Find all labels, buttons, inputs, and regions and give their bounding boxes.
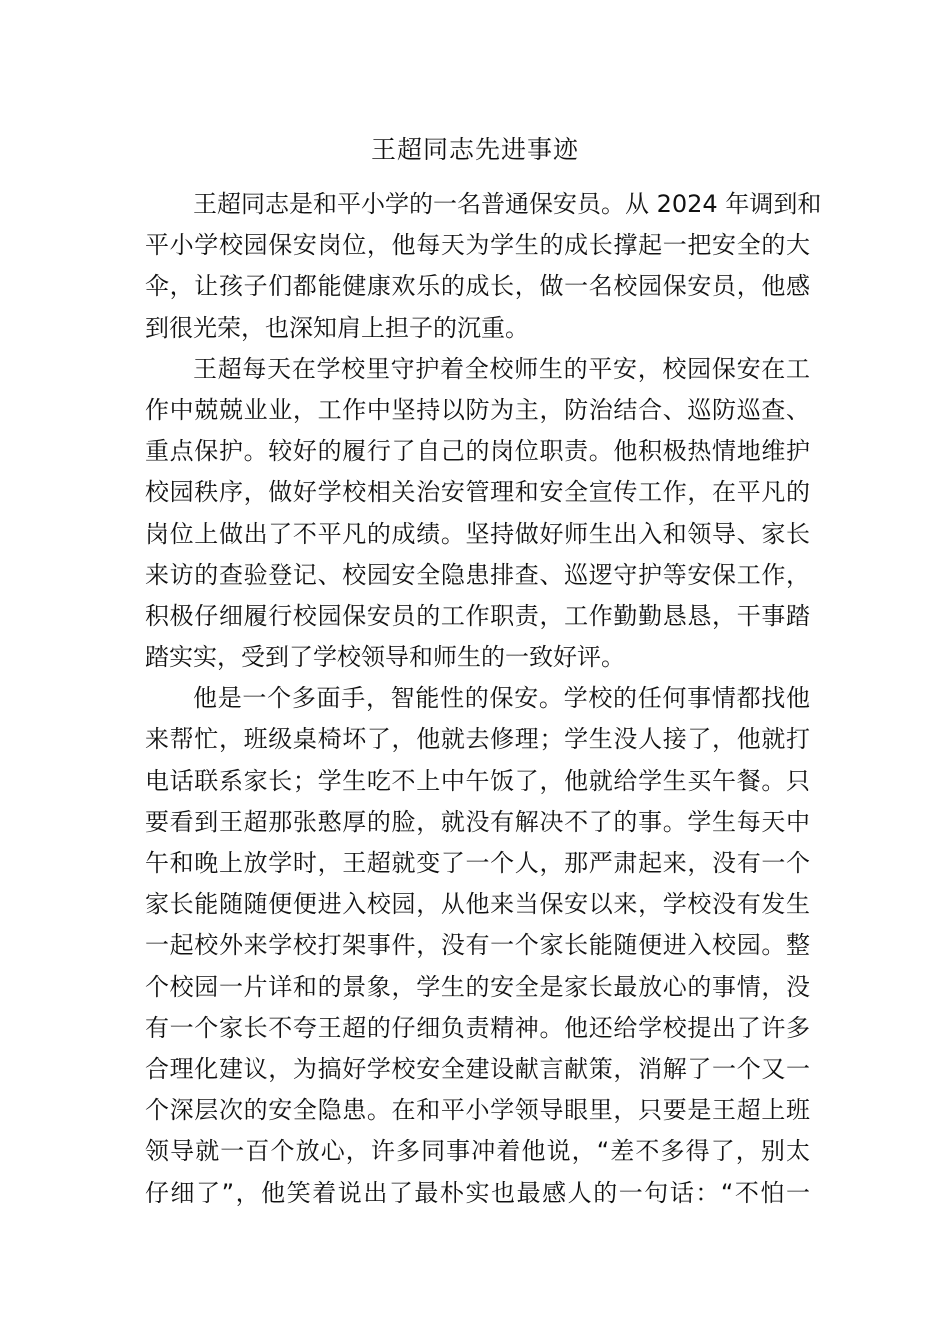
paragraph-line: 伞，让孩子们都能健康欢乐的成长，做一名校园保安员，他感	[145, 272, 810, 301]
paragraph-line: 岗位上做出了不平凡的成绩。坚持做好师生出入和领导、家长	[145, 519, 810, 548]
paragraph-line: 要看到王超那张憨厚的脸，就没有解决不了的事。学生每天中	[145, 807, 810, 836]
paragraph-line: 积极仔细履行校园保安员的工作职责，工作勤勤恳恳，干事踏	[145, 601, 810, 630]
paragraph-line: 个深层次的安全隐患。在和平小学领导眼里，只要是王超上班	[145, 1096, 810, 1125]
paragraph-line: 仔细了”，他笑着说出了最朴实也最感人的一句话：“不怕一	[145, 1178, 810, 1207]
paragraph-line: 校园秩序，做好学校相关治安管理和安全宣传工作，在平凡的	[145, 478, 810, 507]
paragraph-line: 王超每天在学校里守护着全校师生的平安，校园保安在工	[193, 354, 810, 383]
paragraph-line: 重点保护。较好的履行了自己的岗位职责。他积极热情地维护	[145, 437, 810, 466]
paragraph-line: 家长能随随便便进入校园，从他来当保安以来，学校没有发生	[145, 890, 810, 919]
paragraph-line: 平小学校园保安岗位，他每天为学生的成长撑起一把安全的大	[145, 231, 810, 260]
paragraph-line: 有一个家长不夸王超的仔细负责精神。他还给学校提出了许多	[145, 1013, 810, 1042]
paragraph-line: 到很光荣，也深知肩上担子的沉重。	[145, 313, 529, 342]
paragraph-line: 一起校外来学校打架事件，没有一个家长能随便进入校园。整	[145, 931, 810, 960]
document-body	[145, 184, 822, 1214]
paragraph-line: 踏实实，受到了学校领导和师生的一致好评。	[145, 643, 625, 672]
paragraph-line: 来帮忙，班级桌椅坏了，他就去修理；学生没人接了，他就打	[145, 725, 810, 754]
paragraph-line: 王超同志是和平小学的一名普通保安员。从 2024 年调到和	[193, 190, 822, 218]
paragraph-line: 领导就一百个放心，许多同事冲着他说，“差不多得了，别太	[145, 1137, 810, 1166]
paragraph-line: 来访的查验登记、校园安全隐患排查、巡逻守护等安保工作，	[145, 560, 810, 589]
paragraph-line: 电话联系家长；学生吃不上中午饭了，他就给学生买午餐。只	[145, 766, 810, 795]
paragraph-line: 作中兢兢业业，工作中坚持以防为主，防治结合、巡防巡查、	[145, 395, 810, 424]
paragraph-line: 他是一个多面手，智能性的保安。学校的任何事情都找他	[193, 684, 810, 713]
paragraph-line: 合理化建议，为搞好学校安全建设献言献策，消解了一个又一	[145, 1054, 810, 1083]
paragraph-line: 午和晚上放学时，王超就变了一个人，那严肃起来，没有一个	[145, 849, 810, 877]
document-title: 王超同志先进事迹	[370, 135, 579, 164]
paragraph-line: 个校园一片详和的景象，学生的安全是家长最放心的事情，没	[145, 972, 810, 1001]
